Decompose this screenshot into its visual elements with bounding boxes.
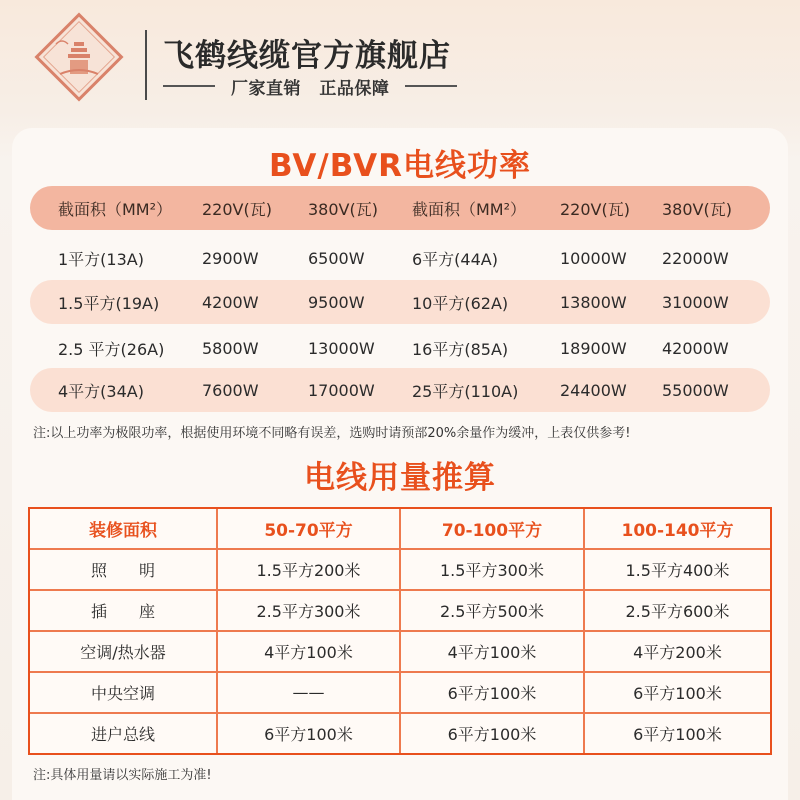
table-cell: 6平方100米: [264, 725, 353, 744]
table-cell: 31000W: [662, 292, 729, 312]
table-cell: 1.5平方300米: [440, 561, 544, 580]
table-cell: 13800W: [560, 292, 627, 312]
table-cell: 1.5平方400米: [625, 561, 730, 580]
table-cell: 55000W: [662, 380, 729, 400]
table-cell: 24400W: [560, 380, 627, 400]
table-cell: 5800W: [202, 338, 259, 358]
col-header: 380V(瓦): [662, 199, 732, 219]
table-cell: 1.5平方(19A): [58, 293, 160, 313]
table-cell: 22000W: [662, 248, 729, 268]
col-header: 100-140平方: [621, 521, 734, 541]
table-cell: 6平方100米: [447, 684, 537, 703]
power-table-header: [30, 186, 770, 230]
table-cell: 17000W: [308, 380, 375, 400]
table-cell: 6500W: [308, 248, 365, 268]
table-cell: 42000W: [662, 338, 729, 358]
table-cell: 10平方(62A): [412, 293, 509, 313]
table-row: [30, 280, 770, 324]
col-header: 220V(瓦): [202, 199, 272, 219]
col-header: 截面积（MM²）: [58, 199, 173, 219]
table-cell: 2.5平方500米: [440, 602, 544, 621]
table-cell: 4平方100米: [447, 643, 537, 662]
usage-note: 注:具体用量请以实际施工为准!: [33, 768, 212, 783]
table-cell: 6平方(44A): [412, 249, 498, 269]
power-note: 注:以上功率为极限功率，根据使用环境不同略有误差，选购时请预部20%余量作为缓冲，上表仅供参考!: [33, 426, 631, 441]
table-cell: 16平方(85A): [412, 339, 509, 359]
table-cell: 照 明: [90, 561, 155, 580]
table-cell: ——: [292, 683, 325, 702]
tagline-text: [225, 74, 395, 99]
table-cell: 25平方(110A): [412, 381, 519, 401]
table-cell: 4200W: [202, 292, 259, 312]
table-cell: 1.5平方200米: [256, 561, 361, 580]
table-cell: 6平方100米: [447, 725, 537, 744]
tagline-rule-right: [405, 85, 457, 87]
table-cell: 2.5平方300米: [256, 602, 361, 621]
brand-title: 飞鹤线缆官方旗舰店: [163, 38, 451, 74]
tagline-genuine: 正品保障: [319, 78, 390, 99]
table-cell: 6平方100米: [633, 684, 722, 703]
power-section-title: BV/BVR电线功率: [269, 148, 531, 184]
table-cell: 中央空调: [90, 684, 155, 703]
col-header: 380V(瓦): [308, 199, 378, 219]
usage-section-title: 电线用量推算: [304, 460, 496, 496]
table-row: [30, 236, 770, 280]
table-cell: 1平方(13A): [58, 249, 144, 269]
table-row: [30, 326, 770, 370]
table-cell: 空调/热水器: [80, 643, 166, 662]
table-cell: 4平方100米: [264, 643, 353, 662]
col-header: 50-70平方: [264, 521, 353, 541]
table-cell: 进户总线: [90, 725, 155, 744]
table-row: [30, 368, 770, 412]
table-cell: 7600W: [202, 380, 259, 400]
table-cell: 2.5平方600米: [625, 602, 730, 621]
table-cell: 13000W: [308, 338, 375, 358]
brand-tagline: [163, 75, 473, 97]
col-header: 装修面积: [89, 521, 157, 541]
table-cell: 2900W: [202, 248, 259, 268]
table-cell: 6平方100米: [633, 725, 722, 744]
table-cell: 18900W: [560, 338, 627, 358]
table-cell: 10000W: [560, 248, 627, 268]
usage-table: [28, 507, 772, 755]
table-cell: 9500W: [308, 292, 365, 312]
table-cell: 插 座: [90, 602, 155, 621]
header-divider: [145, 30, 147, 100]
tagline-factory-direct: 厂家直销: [231, 78, 301, 99]
col-header: 截面积（MM²）: [412, 199, 527, 219]
col-header: 220V(瓦): [560, 199, 630, 219]
brand-logo: [30, 8, 128, 106]
table-cell: 2.5 平方(26A): [58, 339, 165, 359]
tagline-rule-left: [163, 85, 215, 87]
col-header: 70-100平方: [441, 521, 543, 541]
table-cell: 4平方200米: [633, 643, 722, 662]
table-cell: 4平方(34A): [58, 381, 144, 401]
